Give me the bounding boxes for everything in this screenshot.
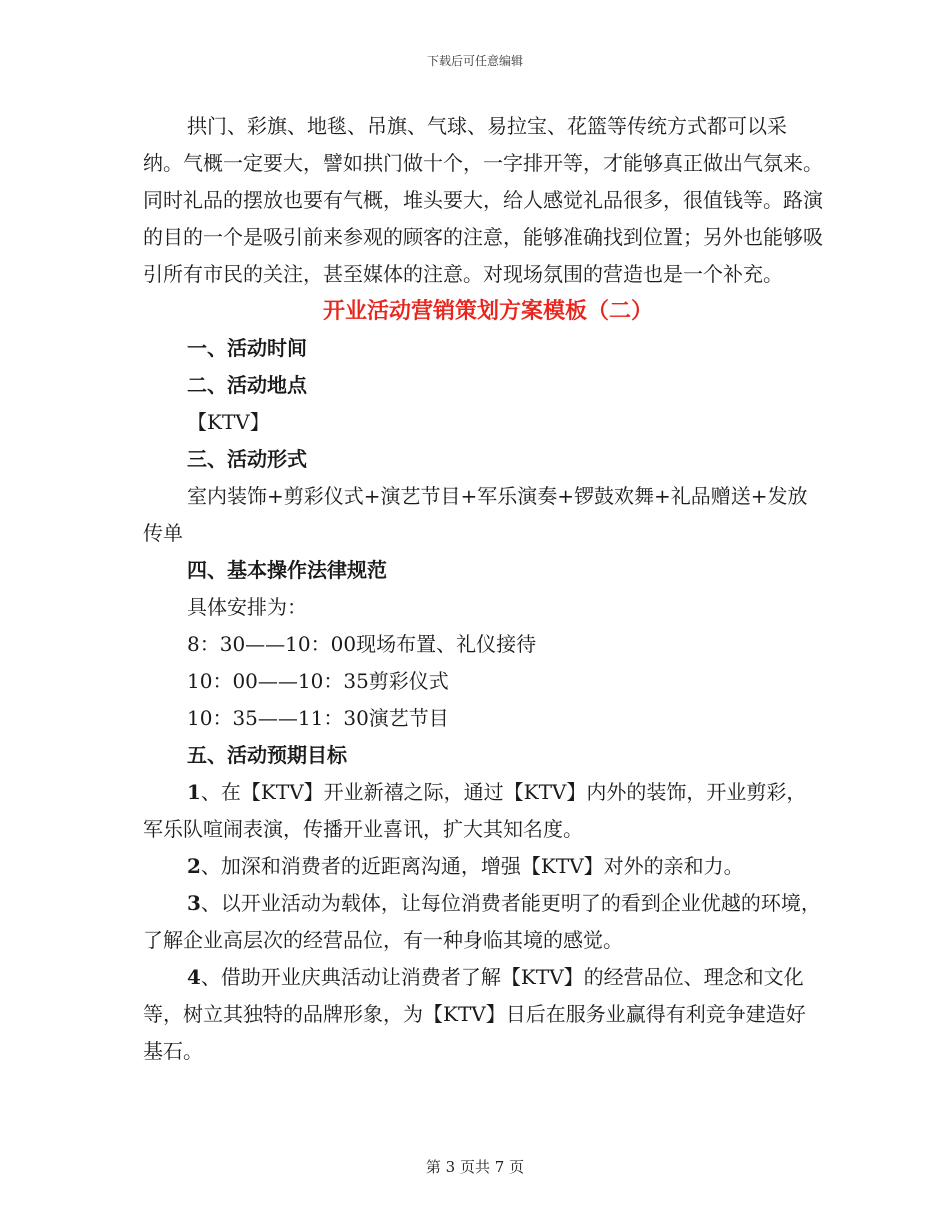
goal-item-4	[143, 959, 823, 1070]
page-footer-pagination: 第 3 页共 7 页	[425, 1158, 525, 1176]
goal-text: 、加深和消费者的近距离沟通，增强【KTV】对外的亲和力。	[200, 854, 744, 878]
intro-paragraph: 拱门、彩旗、地毯、吊旗、气球、易拉宝、花篮等传统方式都可以采纳。气概一定要大，譬如拱门做十个，一字排开等，才能够真正做出气氛来。同时礼品的摆放也要有气概，堆头要大，给人感觉礼品很多，很值钱等。路演的目的一个是吸引前来参观的顾客的注意，能够准确找到位置；另外也能够吸引所有市民的关注，甚至媒体的注意。对现场氛围的营造也是一个补充。	[143, 114, 823, 286]
format-text: 室内装饰+剪彩仪式+演艺节目+军乐演奏+锣鼓欢舞+礼品赠送+发放传单	[143, 484, 808, 545]
goal-text: 、在【KTV】开业新禧之际，通过【KTV】内外的装饰，开业剪彩，军乐队喧闹表演，传播开业喜讯，扩大其知名度。	[143, 780, 807, 841]
document-title: 开业活动营销策划方案模板（二）	[322, 298, 653, 324]
goal-item-3	[143, 885, 823, 959]
goal-item-2	[143, 848, 823, 885]
schedule-item: 8：30——10：00现场布置、礼仪接待	[187, 632, 537, 656]
location-text: 【KTV】	[187, 410, 270, 434]
goal-number: 1	[187, 780, 201, 804]
section-heading-goals: 五、活动预期目标	[187, 743, 347, 767]
goal-item-1	[143, 774, 823, 848]
goal-number: 3	[187, 891, 201, 915]
schedule-item: 10：35——11：30演艺节目	[187, 706, 449, 730]
page-header-note: 下载后可任意编辑	[426, 54, 523, 68]
goal-number: 4	[187, 965, 201, 989]
document-body	[143, 108, 823, 1070]
section-heading-operation: 四、基本操作法律规范	[187, 558, 387, 582]
goal-text: 、借助开业庆典活动让消费者了解【KTV】的经营品位、理念和文化等，树立其独特的品牌形象，为【KTV】日后在服务业赢得有利竞争建造好基石。	[143, 965, 806, 1063]
section-heading-time: 一、活动时间	[187, 336, 307, 360]
section-heading-location: 二、活动地点	[187, 373, 307, 397]
goal-text: 、以开业活动为载体，让每位消费者能更明了的看到企业优越的环境，了解企业高层次的经营品位，有一种身临其境的感觉。	[143, 891, 821, 952]
goal-number: 2	[187, 854, 201, 878]
schedule-lead: 具体安排为：	[187, 595, 307, 619]
section-heading-format: 三、活动形式	[187, 447, 307, 471]
schedule-item: 10：00——10：35剪彩仪式	[187, 669, 449, 693]
